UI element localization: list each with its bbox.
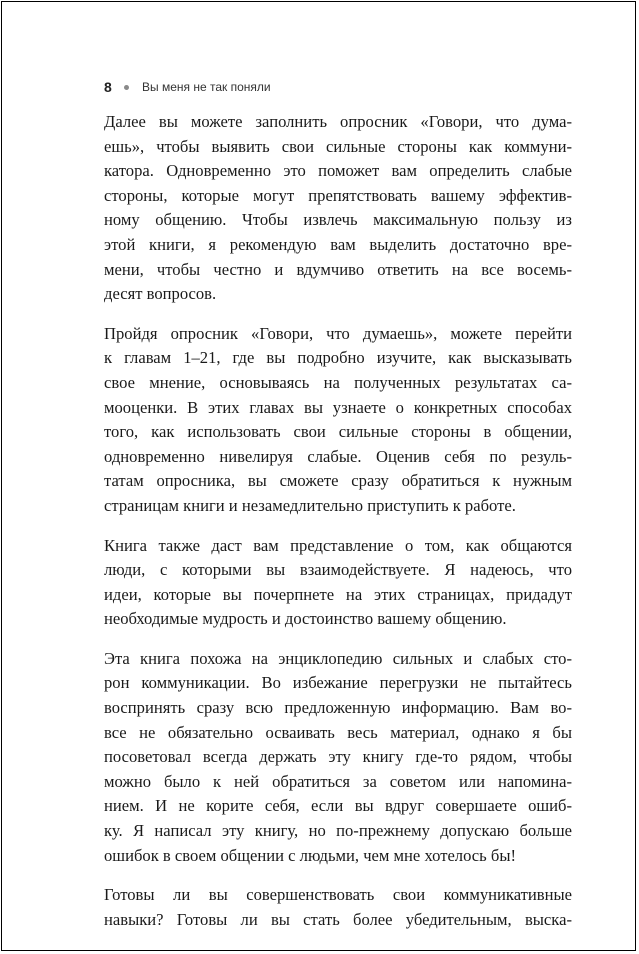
text-line: нием. И не корите себя, если вы вдруг совершаете ошиб- bbox=[104, 796, 572, 816]
text-line: ному общению. Чтобы извлечь максимальную пользу из bbox=[104, 210, 572, 230]
text-line: идеи, которые вы почерпнете на этих страницах, придадут bbox=[104, 584, 572, 604]
text-line: этой книги, я рекомендую вам выделить достаточно вре- bbox=[104, 234, 572, 254]
text-line: Пройдя опросник «Говори, что думаешь», можете перейти bbox=[104, 323, 572, 343]
text-line: ешь», чтобы выявить свои сильные стороны как коммуни- bbox=[104, 136, 572, 156]
text-line: посоветовал всегда держать эту книгу где-то рядом, чтобы bbox=[104, 747, 572, 767]
text-line: рон коммуникации. Во избежание перегрузки не пытайтесь bbox=[104, 673, 572, 693]
paragraph bbox=[104, 534, 572, 632]
book-title: Вы меня не так поняли bbox=[142, 80, 271, 94]
text-line: одновременно нивелируя слабые. Оценив себя по резуль- bbox=[104, 446, 572, 466]
text-line: ошибок в своем общении с людьми, чем мне хотелось бы! bbox=[104, 845, 516, 865]
text-line: все не обязательно осваивать весь материал, однако я бы bbox=[104, 722, 572, 742]
body-text bbox=[104, 110, 572, 947]
text-line: ку. Я написал эту книгу, но по-прежнему допускаю больше bbox=[104, 821, 572, 841]
text-line: Готовы ли вы совершенствовать свои коммуникативные bbox=[104, 885, 572, 905]
text-line: Эта книга похожа на энциклопедию сильных и слабых сто- bbox=[104, 648, 572, 668]
text-line: к главам 1–21, где вы подробно изучите, как высказывать bbox=[104, 348, 572, 368]
text-line: люди, с которыми вы взаимодействуете. Я надеюсь, что bbox=[104, 560, 572, 580]
text-line: свое мнение, основываясь на полученных результатах са- bbox=[104, 372, 572, 392]
bullet-separator-icon bbox=[124, 85, 129, 90]
text-line: мооценки. В этих главах вы узнаете о конкретных способах bbox=[104, 397, 572, 417]
text-line: воспринять сразу всю предложенную информацию. Вам во- bbox=[104, 698, 572, 718]
text-line: Далее вы можете заполнить опросник «Говори, что дума- bbox=[104, 112, 572, 131]
paragraph bbox=[104, 647, 572, 868]
text-line: навыки? Готовы ли вы стать более убедительным, выска- bbox=[104, 909, 572, 929]
text-line: того, как использовать свои сильные стороны в общении, bbox=[104, 422, 572, 442]
text-line: катора. Одновременно это поможет вам определить слабые bbox=[104, 161, 572, 181]
text-line: необходимые мудрость и достоинство вашему общению. bbox=[104, 609, 507, 629]
text-line: страницам книги и незамедлительно приступить к работе. bbox=[104, 495, 516, 515]
paragraph bbox=[104, 322, 572, 519]
text-line: Книга также даст вам представление о том, как общаются bbox=[104, 535, 572, 555]
text-line: стороны, которые могут препятствовать вашему эффектив- bbox=[104, 185, 572, 205]
paragraph bbox=[104, 883, 572, 932]
page bbox=[1, 1, 636, 951]
text-line: мени, чтобы честно и вдумчиво ответить на все восемь- bbox=[104, 259, 572, 279]
running-header bbox=[104, 77, 271, 97]
paragraph bbox=[104, 110, 572, 307]
page-number: 8 bbox=[104, 79, 112, 95]
text-line: можно было к ней обратиться за советом или напомина- bbox=[104, 771, 572, 791]
text-line: татам опросника, вы сможете сразу обратиться к нужным bbox=[104, 471, 572, 491]
text-line: десят вопросов. bbox=[104, 284, 217, 304]
